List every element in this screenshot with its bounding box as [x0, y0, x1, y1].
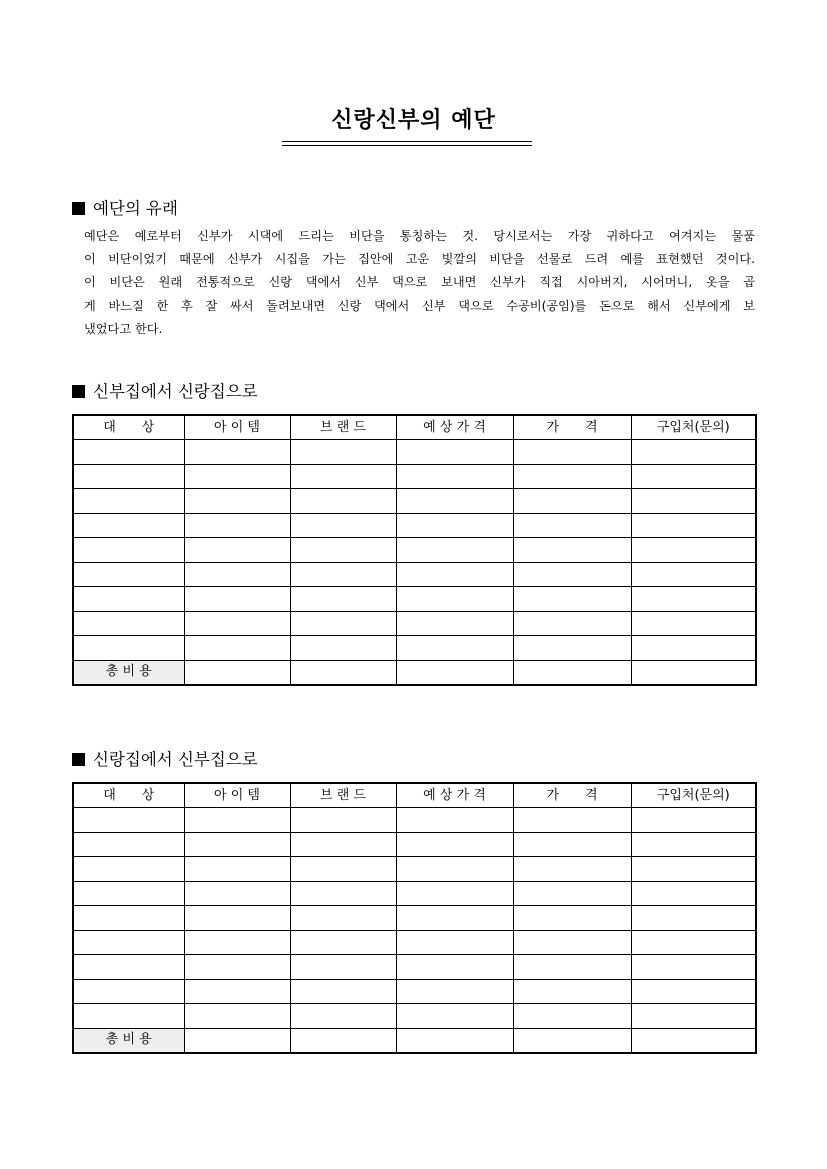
- table-header-row: [73, 783, 756, 808]
- table-row: [73, 955, 756, 980]
- table-header-row: [73, 415, 756, 440]
- column-header-price: 가 격: [513, 415, 631, 440]
- table-cell[interactable]: [184, 881, 290, 906]
- page-title: 신랑신부의 예단: [331, 108, 496, 133]
- table-cell[interactable]: [631, 587, 756, 612]
- table-cell[interactable]: [396, 1028, 513, 1053]
- table-cell[interactable]: [631, 930, 756, 955]
- table-cell[interactable]: [290, 538, 396, 563]
- table-cell[interactable]: [396, 808, 513, 833]
- black-square-bullet-icon: [72, 202, 85, 215]
- table-cell[interactable]: [631, 464, 756, 489]
- table-cell[interactable]: [396, 1004, 513, 1029]
- table-cell[interactable]: [396, 955, 513, 980]
- table-row: [73, 489, 756, 514]
- column-header-target: 대 상: [73, 783, 184, 808]
- table-cell[interactable]: [631, 636, 756, 661]
- table-cell[interactable]: [513, 881, 631, 906]
- table-cell[interactable]: [396, 832, 513, 857]
- table-cell[interactable]: [631, 906, 756, 931]
- table-cell[interactable]: [631, 955, 756, 980]
- table-cell[interactable]: [396, 930, 513, 955]
- table-cell[interactable]: [513, 906, 631, 931]
- table-cell[interactable]: [290, 636, 396, 661]
- table-cell[interactable]: [513, 832, 631, 857]
- table-cell[interactable]: [73, 955, 184, 980]
- table-row: [73, 930, 756, 955]
- table-cell[interactable]: [73, 587, 184, 612]
- table-cell[interactable]: [73, 636, 184, 661]
- table-cell[interactable]: [73, 979, 184, 1004]
- table-row: [73, 440, 756, 465]
- table-cell[interactable]: [184, 906, 290, 931]
- table-cell[interactable]: [513, 930, 631, 955]
- table-cell[interactable]: [290, 979, 396, 1004]
- table-cell[interactable]: [73, 832, 184, 857]
- table-cell[interactable]: [290, 808, 396, 833]
- table-cell[interactable]: [73, 538, 184, 563]
- table-cell[interactable]: [290, 832, 396, 857]
- origin-line-5: 냈었다고 한다.: [84, 321, 163, 336]
- table-cell[interactable]: [184, 808, 290, 833]
- table-row: [73, 906, 756, 931]
- table-cell[interactable]: [73, 562, 184, 587]
- table-cell[interactable]: [396, 440, 513, 465]
- table-row: [73, 513, 756, 538]
- table-cell[interactable]: [396, 906, 513, 931]
- table-cell[interactable]: [290, 513, 396, 538]
- table-cell[interactable]: [631, 538, 756, 563]
- table-cell[interactable]: [513, 1028, 631, 1053]
- origin-line-2: 이 비단이었기 때문에 신부가 시집을 가는 집안에 고운 빛깔의 비단을 선물로 드려 예를 표현했던 것이다.: [84, 252, 755, 267]
- column-header-item: 아 이 템: [184, 783, 290, 808]
- table-cell[interactable]: [513, 513, 631, 538]
- table-row: [73, 832, 756, 857]
- table-row: [73, 636, 756, 661]
- table-cell[interactable]: [396, 562, 513, 587]
- table-row: [73, 611, 756, 636]
- table-row: [73, 857, 756, 882]
- table-row: [73, 538, 756, 563]
- table-cell[interactable]: [290, 930, 396, 955]
- table-cell[interactable]: [184, 832, 290, 857]
- table-cell[interactable]: [513, 464, 631, 489]
- table-cell[interactable]: [184, 538, 290, 563]
- black-square-bullet-icon: [72, 753, 85, 766]
- table-row: [73, 979, 756, 1004]
- table-cell[interactable]: [290, 562, 396, 587]
- table-cell[interactable]: [290, 1004, 396, 1029]
- table-cell[interactable]: [184, 955, 290, 980]
- table-row: [73, 464, 756, 489]
- column-header-expected-price: 예 상 가 격: [396, 415, 513, 440]
- table-cell[interactable]: [290, 906, 396, 931]
- groom-to-bride-table: [72, 782, 757, 1054]
- groom-to-bride-heading: [72, 749, 258, 771]
- black-square-bullet-icon: [72, 385, 85, 398]
- table-cell[interactable]: [184, 636, 290, 661]
- table-cell[interactable]: [290, 1028, 396, 1053]
- table-cell[interactable]: [513, 979, 631, 1004]
- origin-line-3: 이 비단은 원래 전통적으로 신랑 댁에서 신부 댁으로 보내면 신부가 직접 시아버지, 시어머니, 옷을 곱: [84, 275, 755, 290]
- table-cell[interactable]: [184, 587, 290, 612]
- column-header-purchase-place: 구입처(문의): [631, 783, 756, 808]
- table-cell[interactable]: [290, 440, 396, 465]
- table-cell[interactable]: [184, 1004, 290, 1029]
- table-cell[interactable]: [396, 857, 513, 882]
- bride-to-groom-heading-text: 신부집에서 신랑집으로: [93, 382, 258, 401]
- table-cell[interactable]: [631, 881, 756, 906]
- bride-table-body: [73, 440, 756, 661]
- table-cell[interactable]: [290, 857, 396, 882]
- table-cell[interactable]: [513, 587, 631, 612]
- table-cell[interactable]: [631, 660, 756, 685]
- column-header-purchase-place: 구입처(문의): [631, 415, 756, 440]
- table-cell[interactable]: [396, 611, 513, 636]
- table-cell[interactable]: [290, 611, 396, 636]
- table-cell[interactable]: [73, 857, 184, 882]
- groom-to-bride-heading-text: 신랑집에서 신부집으로: [93, 750, 258, 769]
- table-cell[interactable]: [396, 587, 513, 612]
- table-cell[interactable]: [73, 1004, 184, 1029]
- origin-body-text: [84, 225, 755, 341]
- table-cell[interactable]: [631, 1004, 756, 1029]
- table-cell[interactable]: [513, 808, 631, 833]
- table-cell[interactable]: [184, 562, 290, 587]
- table-cell[interactable]: [631, 611, 756, 636]
- column-header-target: 대 상: [73, 415, 184, 440]
- table-cell[interactable]: [396, 881, 513, 906]
- table-cell[interactable]: [290, 464, 396, 489]
- table-cell[interactable]: [396, 660, 513, 685]
- total-cost-label: 총 비 용: [73, 1028, 184, 1053]
- table-cell[interactable]: [631, 832, 756, 857]
- origin-line-1: 예단은 예로부터 신부가 시댁에 드리는 비단을 통칭하는 것. 당시로서는 가장 귀하다고 여겨지는 물품: [84, 229, 755, 243]
- table-cell[interactable]: [184, 660, 290, 685]
- column-header-price: 가 격: [513, 783, 631, 808]
- table-row: [73, 808, 756, 833]
- table-cell[interactable]: [513, 538, 631, 563]
- table-cell[interactable]: [290, 881, 396, 906]
- table-cell[interactable]: [513, 1004, 631, 1029]
- table-cell[interactable]: [513, 636, 631, 661]
- table-cell[interactable]: [631, 513, 756, 538]
- table-cell[interactable]: [290, 489, 396, 514]
- table-row: [73, 1004, 756, 1029]
- table-cell[interactable]: [184, 513, 290, 538]
- table-cell[interactable]: [631, 562, 756, 587]
- table-cell[interactable]: [631, 440, 756, 465]
- table-cell[interactable]: [184, 979, 290, 1004]
- column-header-expected-price: 예 상 가 격: [396, 783, 513, 808]
- table-cell[interactable]: [73, 440, 184, 465]
- table-cell[interactable]: [184, 489, 290, 514]
- groom-table-body: [73, 808, 756, 1029]
- table-cell[interactable]: [184, 611, 290, 636]
- title-double-underline: [282, 141, 532, 146]
- table-cell[interactable]: [73, 464, 184, 489]
- origin-section-heading: [72, 198, 178, 220]
- table-cell[interactable]: [184, 1028, 290, 1053]
- table-total-row: [73, 660, 756, 685]
- table-cell[interactable]: [73, 930, 184, 955]
- table-cell[interactable]: [396, 464, 513, 489]
- table-cell[interactable]: [396, 489, 513, 514]
- table-cell[interactable]: [73, 513, 184, 538]
- table-cell[interactable]: [73, 906, 184, 931]
- table-cell[interactable]: [631, 808, 756, 833]
- table-cell[interactable]: [631, 857, 756, 882]
- table-cell[interactable]: [184, 857, 290, 882]
- table-cell[interactable]: [513, 562, 631, 587]
- table-row: [73, 881, 756, 906]
- column-header-brand: 브 랜 드: [290, 783, 396, 808]
- table-cell[interactable]: [73, 489, 184, 514]
- total-cost-label: 총 비 용: [73, 660, 184, 685]
- bride-to-groom-heading: [72, 381, 258, 403]
- table-cell[interactable]: [631, 489, 756, 514]
- table-cell[interactable]: [73, 881, 184, 906]
- bride-to-groom-table: [72, 414, 757, 686]
- table-cell[interactable]: [513, 440, 631, 465]
- table-cell[interactable]: [513, 660, 631, 685]
- table-cell[interactable]: [631, 1028, 756, 1053]
- table-cell[interactable]: [73, 611, 184, 636]
- table-row: [73, 562, 756, 587]
- table-cell[interactable]: [396, 513, 513, 538]
- column-header-item: 아 이 템: [184, 415, 290, 440]
- table-cell[interactable]: [513, 489, 631, 514]
- table-cell[interactable]: [184, 464, 290, 489]
- table-cell[interactable]: [396, 538, 513, 563]
- origin-heading-text: 예단의 유래: [93, 199, 178, 218]
- table-cell[interactable]: [290, 660, 396, 685]
- table-cell[interactable]: [184, 930, 290, 955]
- origin-line-4: 게 바느질 한 후 잘 싸서 돌려보내면 신랑 댁에서 신부 댁으로 수공비(공임)를 돈으로 해서 신부에게 보: [84, 298, 755, 313]
- table-cell[interactable]: [513, 955, 631, 980]
- table-total-row: [73, 1028, 756, 1053]
- table-cell[interactable]: [513, 857, 631, 882]
- table-row: [73, 587, 756, 612]
- table-cell[interactable]: [290, 955, 396, 980]
- table-cell[interactable]: [396, 636, 513, 661]
- table-cell[interactable]: [513, 611, 631, 636]
- column-header-brand: 브 랜 드: [290, 415, 396, 440]
- table-cell[interactable]: [396, 979, 513, 1004]
- table-cell[interactable]: [73, 808, 184, 833]
- table-cell[interactable]: [290, 587, 396, 612]
- table-cell[interactable]: [631, 979, 756, 1004]
- table-cell[interactable]: [184, 440, 290, 465]
